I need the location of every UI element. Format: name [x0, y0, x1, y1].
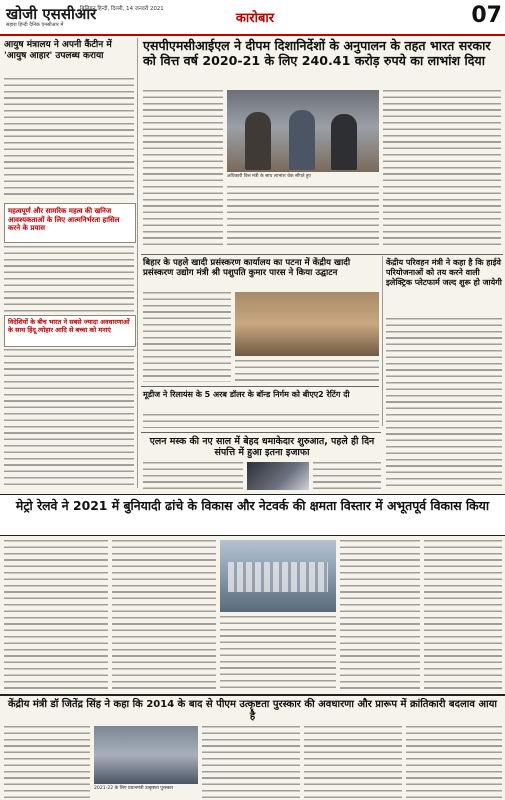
elon-text-1	[143, 462, 243, 490]
newspaper-logo: खोजी एससीआर	[6, 5, 97, 23]
metro-text-4	[340, 540, 420, 690]
section-divider-3	[141, 432, 381, 433]
bihar-headline: बिहार के पहले खादी प्रसंस्करण कार्यालय का पटना में केंद्रीय खादी प्रसंस्करण उद्योग मंत्री श्री पशुपति कुमार पारस ने किया उद्घाटन	[143, 258, 351, 279]
bottom-caption: 2021-22 के लिए प्रधानमंत्री उत्कृष्टता पुरस्कार	[94, 786, 174, 791]
bottom-headline: केंद्रीय मंत्री डॉ जितेंद्र सिंह ने कहा कि 2014 के बाद से पीएम उत्कृष्टता पुरस्कार की अवधारणा और प्रारूप में क्रांतिकारी बदलाव आया है	[8, 699, 497, 722]
bottom-text-3	[304, 726, 402, 798]
moodys-headline: मूडीज ने रिलायंस के 5 अरब डॉलर के बॉन्ड निर्गम को बीएए2 रेटिंग दी	[143, 390, 350, 399]
metro-text-3	[220, 616, 336, 690]
bihar-photo	[235, 292, 379, 356]
photo-person-3	[331, 114, 357, 170]
left-article-text-3	[4, 349, 134, 485]
metro-text-5	[424, 540, 502, 690]
column-divider	[137, 38, 138, 488]
metro-text-2	[112, 540, 216, 690]
dateline: बिलियन हिन्दी, दिल्ली, 14 जनवरी 2021	[80, 6, 164, 12]
left-article-text-2	[4, 246, 134, 312]
left-article-text-1	[4, 78, 134, 198]
elon-text-2	[313, 462, 381, 490]
elon-headline: एलन मस्क की नए साल में बेहद धमाकेदार शुरुआत, पहले ही दिन संपत्ति में हुआ इतना इजाफा	[149, 436, 375, 458]
bottom-text-1	[4, 726, 90, 798]
section-divider-2	[141, 386, 379, 387]
metro-text-1	[4, 540, 108, 690]
left-box-2-title: विदेशियों के बीच भारत ने सबसे ज्यादा अवधारणाओं के साथ हिंदू त्योहार आदि से बच्चा को मनाएं	[8, 318, 130, 334]
bottom-text-2	[202, 726, 300, 798]
moodys-text	[143, 414, 379, 428]
top-story-text-1	[143, 90, 223, 250]
bottom-text-4	[406, 726, 502, 798]
metro-photo	[220, 540, 336, 612]
left-headline: आयुष मंत्रालय ने अपनी कैंटीन में 'आयुष आहार' उपलब्ध कराया	[4, 40, 112, 61]
metro-headline: मेट्रो रेलवे ने 2021 में बुनियादी ढांचे के विकास और नेटवर्क की क्षमता विस्तार में अभूतपूर्व विकास किया	[15, 498, 490, 513]
transport-text	[386, 318, 502, 488]
section-divider-1	[141, 254, 503, 255]
top-story-caption: अधिकारी वित्त मंत्री के साथ लाभांश चेक सौंपते हुए	[227, 174, 311, 179]
section-title: कारोबार	[235, 11, 275, 26]
bottom-photo	[94, 726, 198, 784]
top-story-headline: एसपीएमसीआईएल ने दीपम दिशानिर्देशों के अनुपालन के तहत भारत सरकार को वित्त वर्ष 2020-21 के लिए 240.41 करोड़ रुपये का लाभांश दिया	[143, 38, 491, 68]
column-divider	[382, 256, 383, 426]
logo-subtitle: सहारा हिन्दी दैनिक एनसीआर में	[6, 22, 64, 28]
top-story-text-3	[383, 90, 501, 250]
transport-headline: केंद्रीय परिवहन मंत्री ने कहा है कि हाईवे परियोजनाओं को तय करने वाली इलेक्ट्रिक प्लेटफार्म जल्द शुरू हो जायेगी	[386, 258, 502, 287]
bihar-text-1	[143, 292, 231, 382]
top-story-text-2	[227, 186, 379, 250]
page-number: 07	[471, 3, 502, 28]
photo-person-1	[245, 112, 271, 170]
left-box-1-title: महत्वपूर्ण और सामरिक महत्व की खनिज आवश्यकताओं के लिए आत्मनिर्भरता हासिल करने के प्रयास	[8, 207, 120, 233]
photo-person-2	[289, 110, 315, 170]
bihar-text-2	[235, 360, 379, 382]
elon-photo	[247, 462, 309, 490]
section-divider-4	[0, 694, 505, 696]
metro-train-interior	[228, 562, 328, 592]
top-story-photo	[227, 90, 379, 172]
